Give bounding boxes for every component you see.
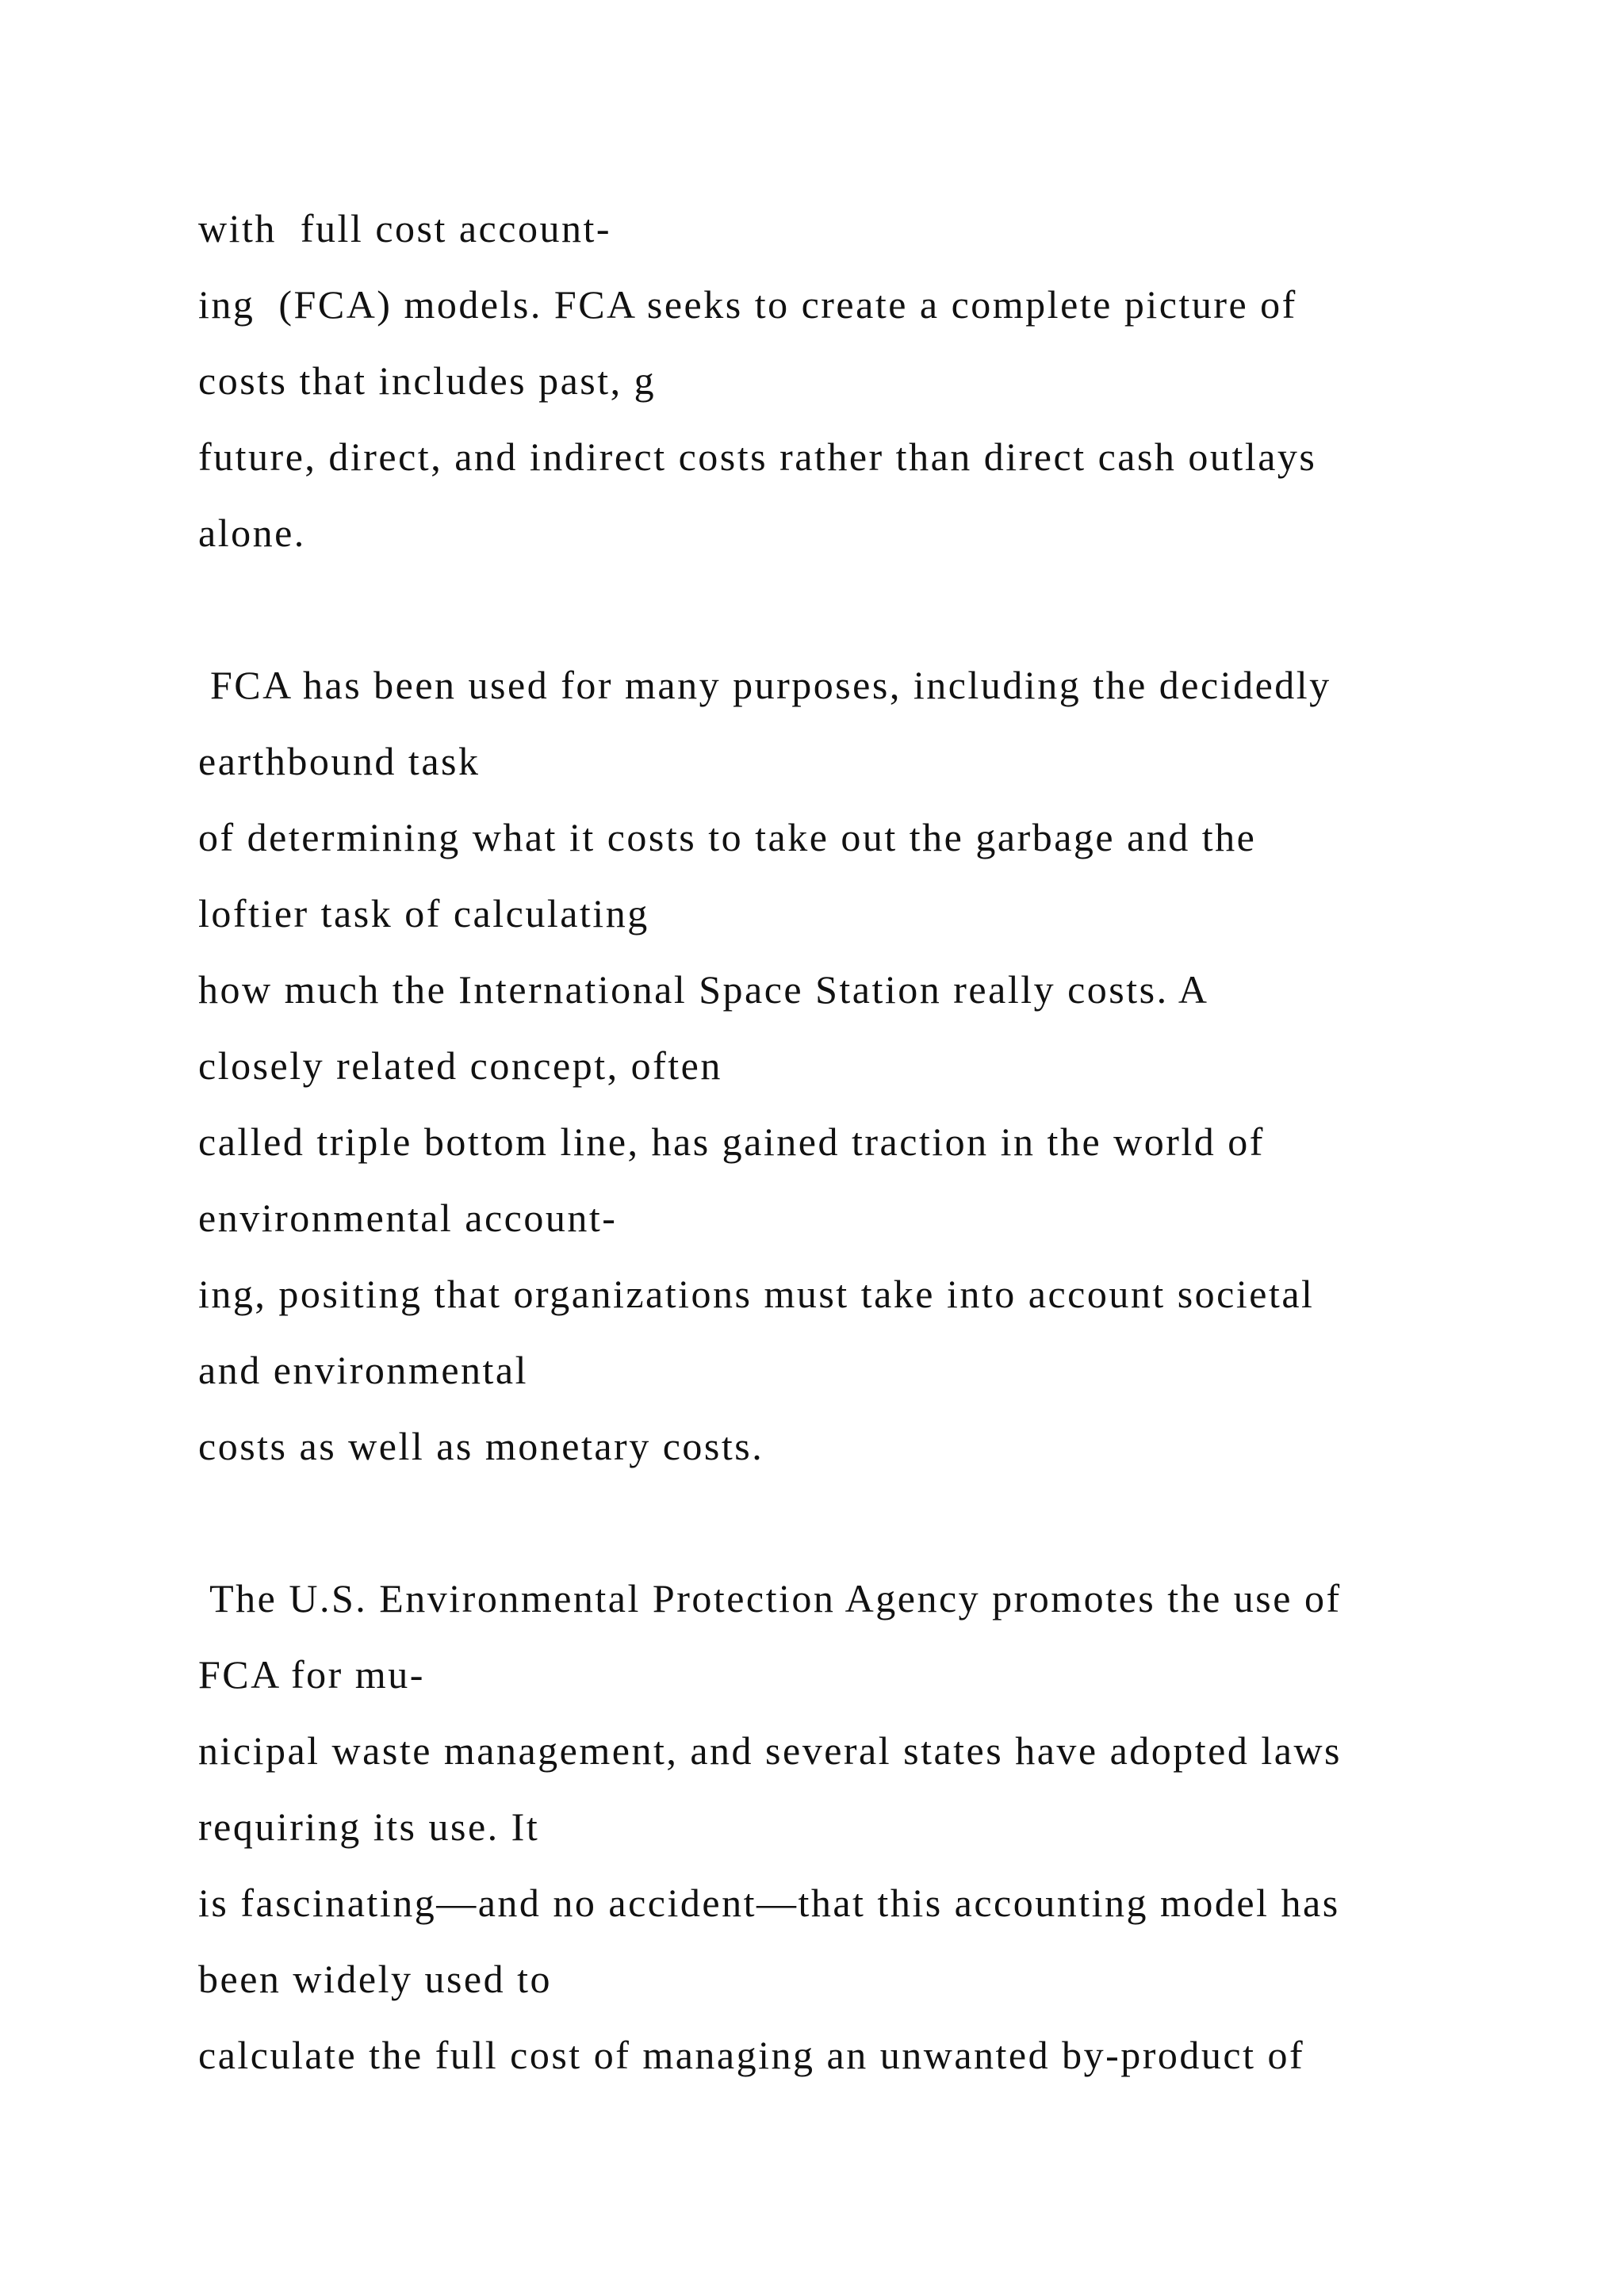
text-line: The U.S. Environmental Protection Agency promotes the use of [198,1576,1342,1621]
text-line: FCA has been used for many purposes, including the decidedly [198,663,1331,707]
text-line: of determining what it costs to take out the garbage and the [198,815,1257,859]
body-text [198,190,1546,2093]
paragraph-break [198,1484,1546,1560]
text-line: calculate the full cost of managing an unwanted by-product of [198,2033,1305,2077]
text-line: called triple bottom line, has gained traction in the world of [198,1119,1265,1164]
text-line: alone. [198,511,306,555]
text-line: ing (FCA) models. FCA seeks to create a complete picture of [198,282,1297,327]
text-line: loftier task of calculating [198,891,649,936]
text-line: FCA for mu- [198,1652,425,1697]
text-line: nicipal waste management, and several states have adopted laws [198,1728,1342,1773]
text-line: how much the International Space Station really costs. A [198,967,1209,1012]
text-line: ing, positing that organizations must take into account societal [198,1272,1315,1316]
text-line: costs as well as monetary costs. [198,1424,764,1468]
text-line: environmental account- [198,1196,618,1240]
text-line: and environmental [198,1348,528,1392]
text-line: requiring its use. It [198,1804,540,1849]
text-line: closely related concept, often [198,1043,722,1088]
paragraph-break [198,571,1546,647]
text-line: is fascinating—and no accident—that this accounting model has [198,1881,1340,1925]
text-line: costs that includes past, g [198,358,657,403]
text-line: future, direct, and indirect costs rather than direct cash outlays [198,434,1317,479]
text-line: earthbound task [198,739,481,783]
text-line: been widely used to [198,1957,553,2001]
text-line: with full cost account- [198,206,611,251]
